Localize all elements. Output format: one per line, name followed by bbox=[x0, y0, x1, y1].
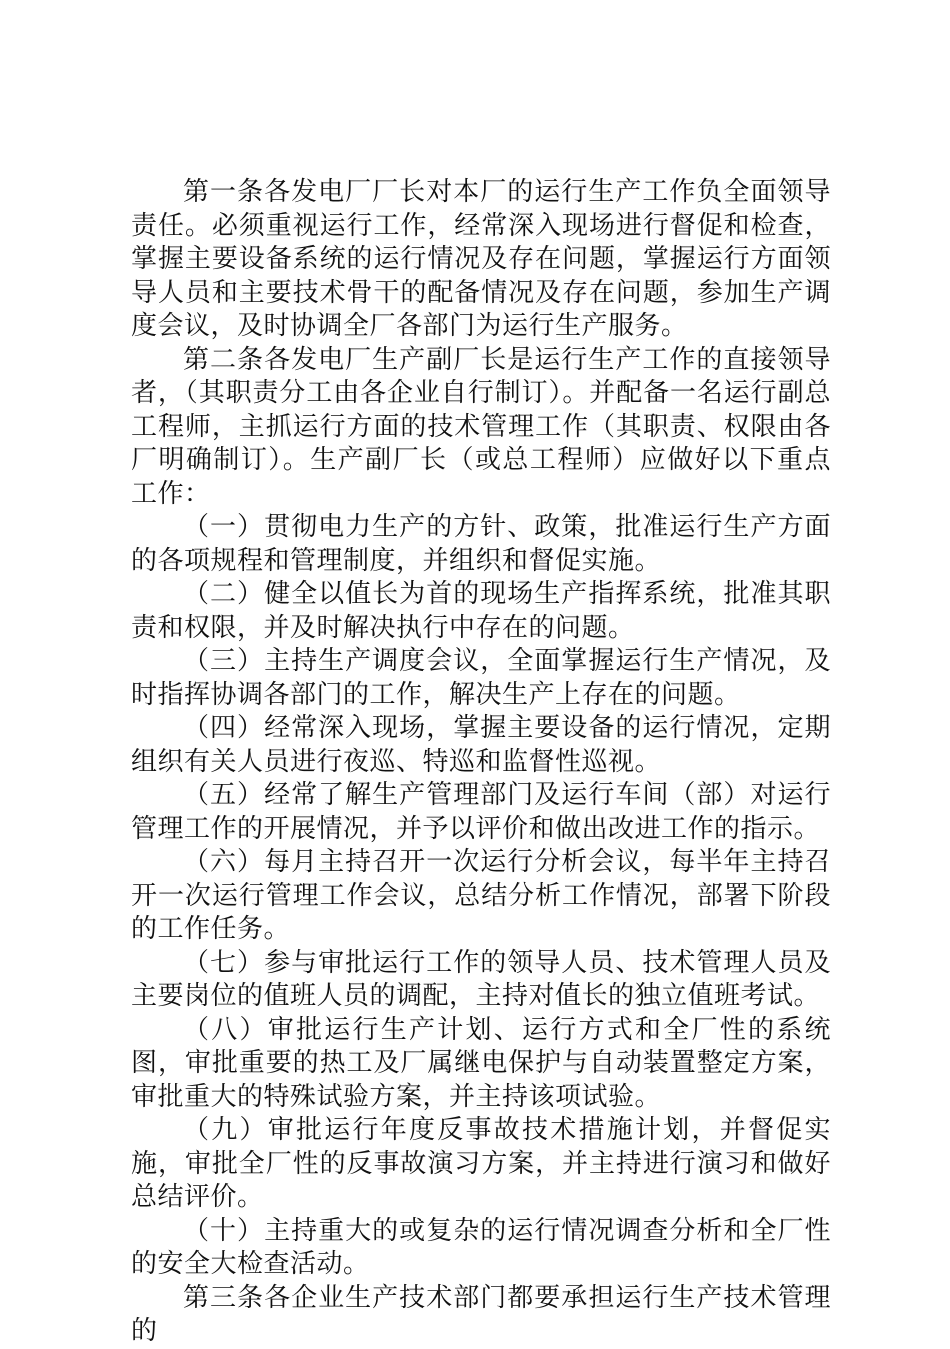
article-3-paragraph: 第三条各企业生产技术部门都要承担运行生产技术管理的 bbox=[131, 1282, 831, 1346]
item-2-paragraph: （二）健全以值长为首的现场生产指挥系统，批准其职责和权限，并及时解决执行中存在的问题。 bbox=[131, 579, 831, 643]
item-4-paragraph: （四）经常深入现场，掌握主要设备的运行情况，定期组织有关人员进行夜巡、特巡和监督性巡视。 bbox=[131, 713, 831, 777]
item-1-paragraph: （一）贯彻电力生产的方针、政策，批准运行生产方面的各项规程和管理制度，并组织和督促实施。 bbox=[131, 512, 831, 576]
document-body bbox=[131, 176, 831, 1349]
item-8-paragraph: （八）审批运行生产计划、运行方式和全厂性的系统图，审批重要的热工及厂属继电保护与自动装置整定方案，审批重大的特殊试验方案，并主持该项试验。 bbox=[131, 1014, 831, 1112]
item-7-paragraph: （七）参与审批运行工作的领导人员、技术管理人员及主要岗位的值班人员的调配，主持对值长的独立值班考试。 bbox=[131, 947, 831, 1011]
item-3-paragraph: （三）主持生产调度会议，全面掌握运行生产情况，及时指挥协调各部门的工作，解决生产上存在的问题。 bbox=[131, 646, 831, 710]
article-1-paragraph: 第一条各发电厂厂长对本厂的运行生产工作负全面领导责任。必须重视运行工作，经常深入现场进行督促和检查，掌握主要设备系统的运行情况及存在问题，掌握运行方面领导人员和主要技术骨干的配备情况及存在问题，参加生产调度会议，及时协调全厂各部门为运行生产服务。 bbox=[131, 177, 831, 341]
item-9-paragraph: （九）审批运行年度反事故技术措施计划，并督促实施，审批全厂性的反事故演习方案，并主持进行演习和做好总结评价。 bbox=[131, 1115, 831, 1212]
item-6-paragraph: （六）每月主持召开一次运行分析会议，每半年主持召开一次运行管理工作会议，总结分析工作情况，部署下阶段的工作任务。 bbox=[131, 847, 831, 944]
item-10-paragraph: （十）主持重大的或复杂的运行情况调查分析和全厂性的安全大检查活动。 bbox=[131, 1215, 831, 1279]
article-2-paragraph: 第二条各发电厂生产副厂长是运行生产工作的直接领导者，（其职责分工由各企业自行制订）。并配备一名运行副总工程师，主抓运行方面的技术管理工作（其职责、权限由各厂明确制订）。生产副厂长（或总工程师）应做好以下重点工作： bbox=[131, 344, 831, 509]
item-5-paragraph: （五）经常了解生产管理部门及运行车间（部）对运行管理工作的开展情况，并予以评价和做出改进工作的指示。 bbox=[131, 780, 831, 844]
